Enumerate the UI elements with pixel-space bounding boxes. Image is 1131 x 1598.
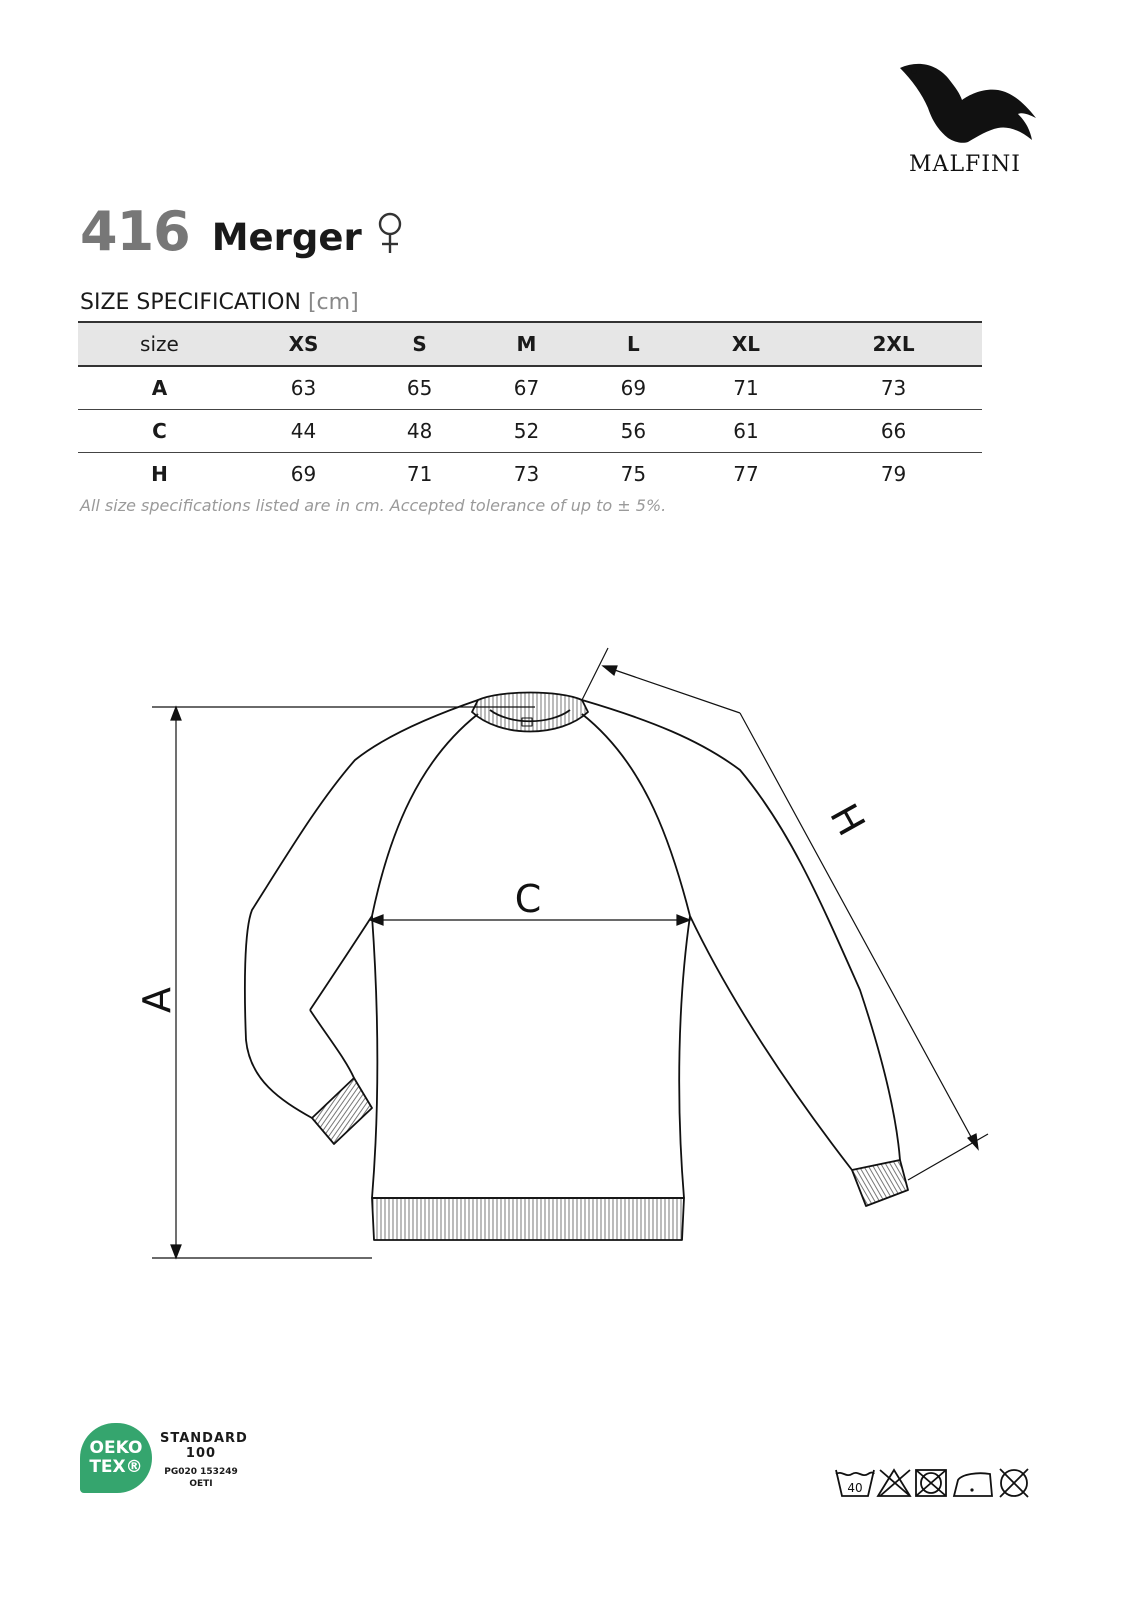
spec-unit: [cm] [307, 290, 359, 315]
table-cell: 67 [473, 366, 580, 410]
header-cell: XL [687, 322, 805, 366]
table-cell: 71 [406, 462, 433, 486]
table-cell: 77 [733, 462, 759, 486]
no-dry-clean-icon [1000, 1469, 1028, 1497]
table-cell: 69 [290, 462, 317, 486]
oekotex-institute: OETI [189, 1479, 213, 1489]
table-cell: 73 [513, 462, 540, 486]
table-cell: 66 [805, 410, 982, 453]
oekotex-standard-number: 100 [185, 1446, 217, 1461]
table-cell: 65 [366, 366, 473, 410]
header-cell: size [78, 322, 241, 366]
table-cell: 79 [880, 462, 907, 486]
measure-c-label: C [514, 877, 542, 921]
wash-40-icon [836, 1470, 874, 1496]
table-cell: 73 [805, 366, 982, 410]
table-cell: 75 [620, 462, 647, 486]
row-label: C [78, 410, 241, 453]
header-cell: 2XL [805, 322, 982, 366]
oekotex-standard-label: STANDARD [160, 1431, 248, 1446]
table-cell: 61 [687, 410, 805, 453]
header-cell: M [473, 322, 580, 366]
measure-a-label: A [135, 987, 179, 1013]
oekotex-line2: TEX® [89, 1457, 143, 1477]
oekotex-line1: OEKO [89, 1438, 143, 1458]
care-symbols [834, 1466, 1034, 1500]
spec-heading-text: SIZE SPECIFICATION [80, 290, 301, 315]
brand-name: MALFINI [909, 152, 1021, 177]
iron-low-icon [954, 1473, 992, 1496]
header-cell: L [580, 322, 687, 366]
header-cell: XS [241, 322, 366, 366]
measure-a-line [152, 707, 535, 1258]
no-bleach-icon [878, 1470, 910, 1496]
row-label: H [151, 462, 168, 486]
table-cell: 48 [366, 410, 473, 453]
measure-h-line [582, 648, 988, 1180]
product-name: Merger [211, 216, 362, 259]
table-cell: 44 [241, 410, 366, 453]
table-cell: 56 [580, 410, 687, 453]
table-cell: 63 [241, 366, 366, 410]
measure-h-label: H [821, 796, 874, 843]
no-tumble-dry-icon [916, 1470, 946, 1496]
product-code: 416 [80, 200, 190, 263]
oekotex-badge [80, 1423, 152, 1493]
wash-temperature: 40 [847, 1481, 863, 1495]
oekotex-standard [160, 1431, 248, 1490]
tolerance-note: All size specifications listed are in cm. Accepted tolerance of up to ± 5%. [80, 496, 667, 515]
header-cell: S [366, 322, 473, 366]
table-cell: 69 [580, 366, 687, 410]
oekotex-certificate: PG020 153249 [164, 1467, 238, 1477]
table-cell: 71 [687, 366, 805, 410]
sweatshirt-outline-icon [245, 693, 908, 1241]
table-cell: 52 [473, 410, 580, 453]
row-label: A [78, 366, 241, 410]
